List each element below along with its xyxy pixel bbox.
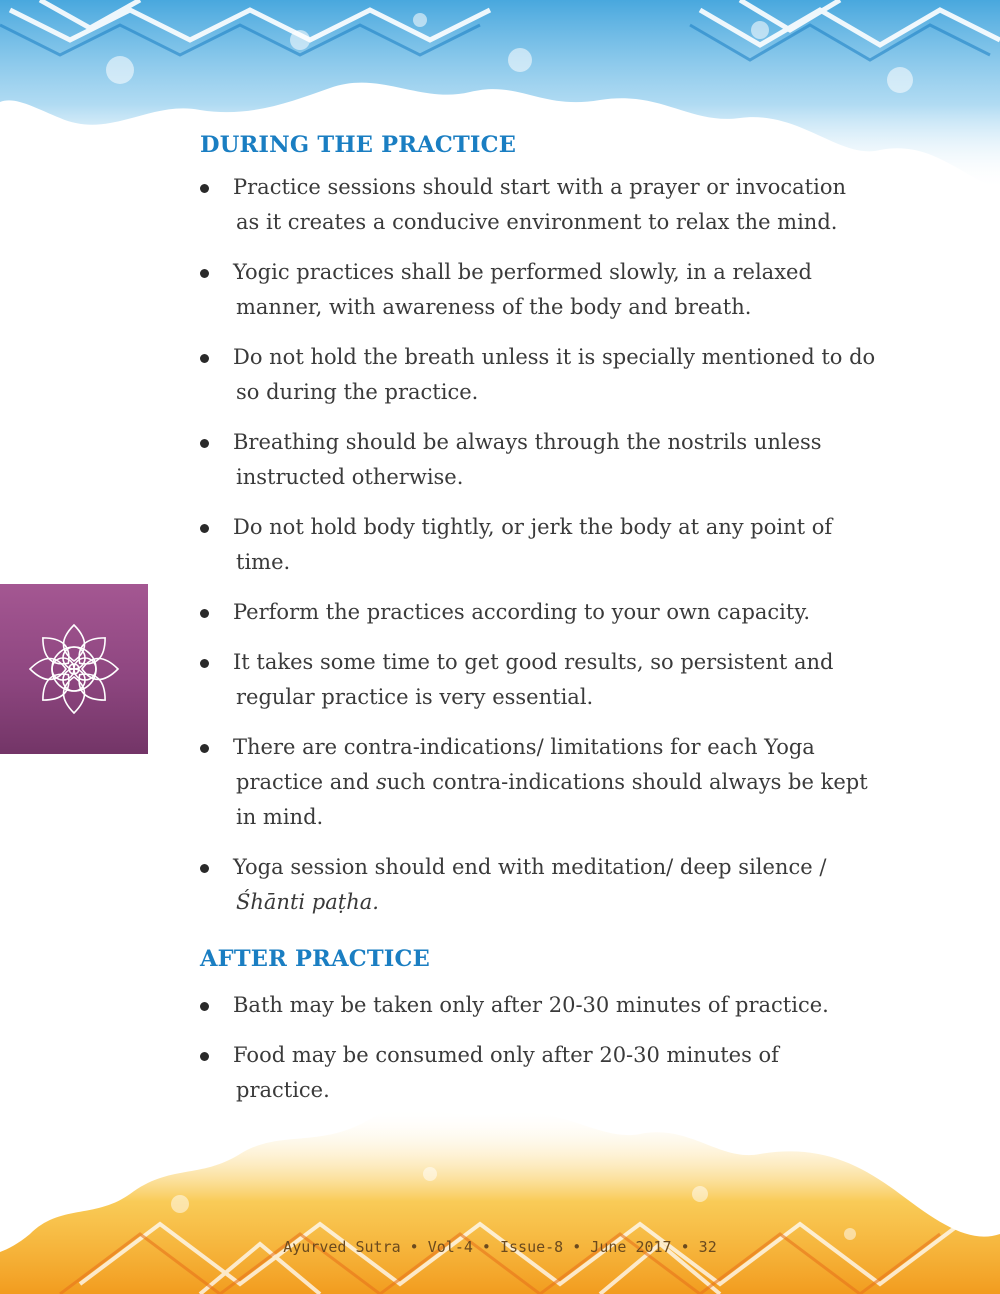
bullet-icon bbox=[200, 609, 209, 618]
after-practice-heading: AFTER PRACTICE bbox=[200, 946, 430, 972]
bullet-icon bbox=[200, 744, 209, 753]
list-item: Bath may be taken only after 20-30 minutes of practice. bbox=[200, 988, 900, 1023]
bullet-icon bbox=[200, 1002, 209, 1011]
bullet-icon bbox=[200, 864, 209, 873]
list-item: Do not hold body tightly, or jerk the body at any point of time. bbox=[200, 510, 900, 580]
bullet-icon bbox=[200, 439, 209, 448]
side-tab bbox=[0, 584, 148, 754]
bullet-icon bbox=[200, 1052, 209, 1061]
list-item: Breathing should be always through the nostrils unless instructed otherwise. bbox=[200, 425, 900, 495]
during-practice-heading: DURING THE PRACTICE bbox=[200, 132, 517, 158]
list-item: Food may be consumed only after 20-30 minutes of practice. bbox=[200, 1038, 900, 1108]
list-item: Perform the practices according to your own capacity. bbox=[200, 595, 900, 630]
list-item: Yogic practices shall be performed slowly, in a relaxed manner, with awareness of the body and breath. bbox=[200, 255, 900, 325]
bullet-icon bbox=[200, 269, 209, 278]
after-practice-list bbox=[200, 988, 900, 1108]
page-footer: Ayurved Sutra • Vol-4 • Issue-8 • June 2017 • 32 bbox=[283, 1238, 717, 1256]
bullet-icon bbox=[200, 354, 209, 363]
bottom-watercolor-banner bbox=[0, 1084, 1000, 1294]
list-item: There are contra-indications/ limitations for each Yoga practice and such contra-indications should always be kept in mind. bbox=[200, 730, 900, 835]
bullet-icon bbox=[200, 659, 209, 668]
list-item: Practice sessions should start with a prayer or invocation as it creates a conducive environment to relax the mind. bbox=[200, 170, 900, 240]
list-item: It takes some time to get good results, so persistent and regular practice is very essential. bbox=[200, 645, 900, 715]
list-item: Yoga session should end with meditation/ deep silence / Śhānti paṭha. bbox=[200, 850, 900, 920]
main-content bbox=[200, 126, 900, 1108]
list-item: Do not hold the breath unless it is specially mentioned to do so during the practice. bbox=[200, 340, 900, 410]
lotus-mandala-icon bbox=[24, 619, 124, 719]
during-practice-list bbox=[200, 170, 900, 920]
bullet-icon bbox=[200, 184, 209, 193]
bullet-icon bbox=[200, 524, 209, 533]
